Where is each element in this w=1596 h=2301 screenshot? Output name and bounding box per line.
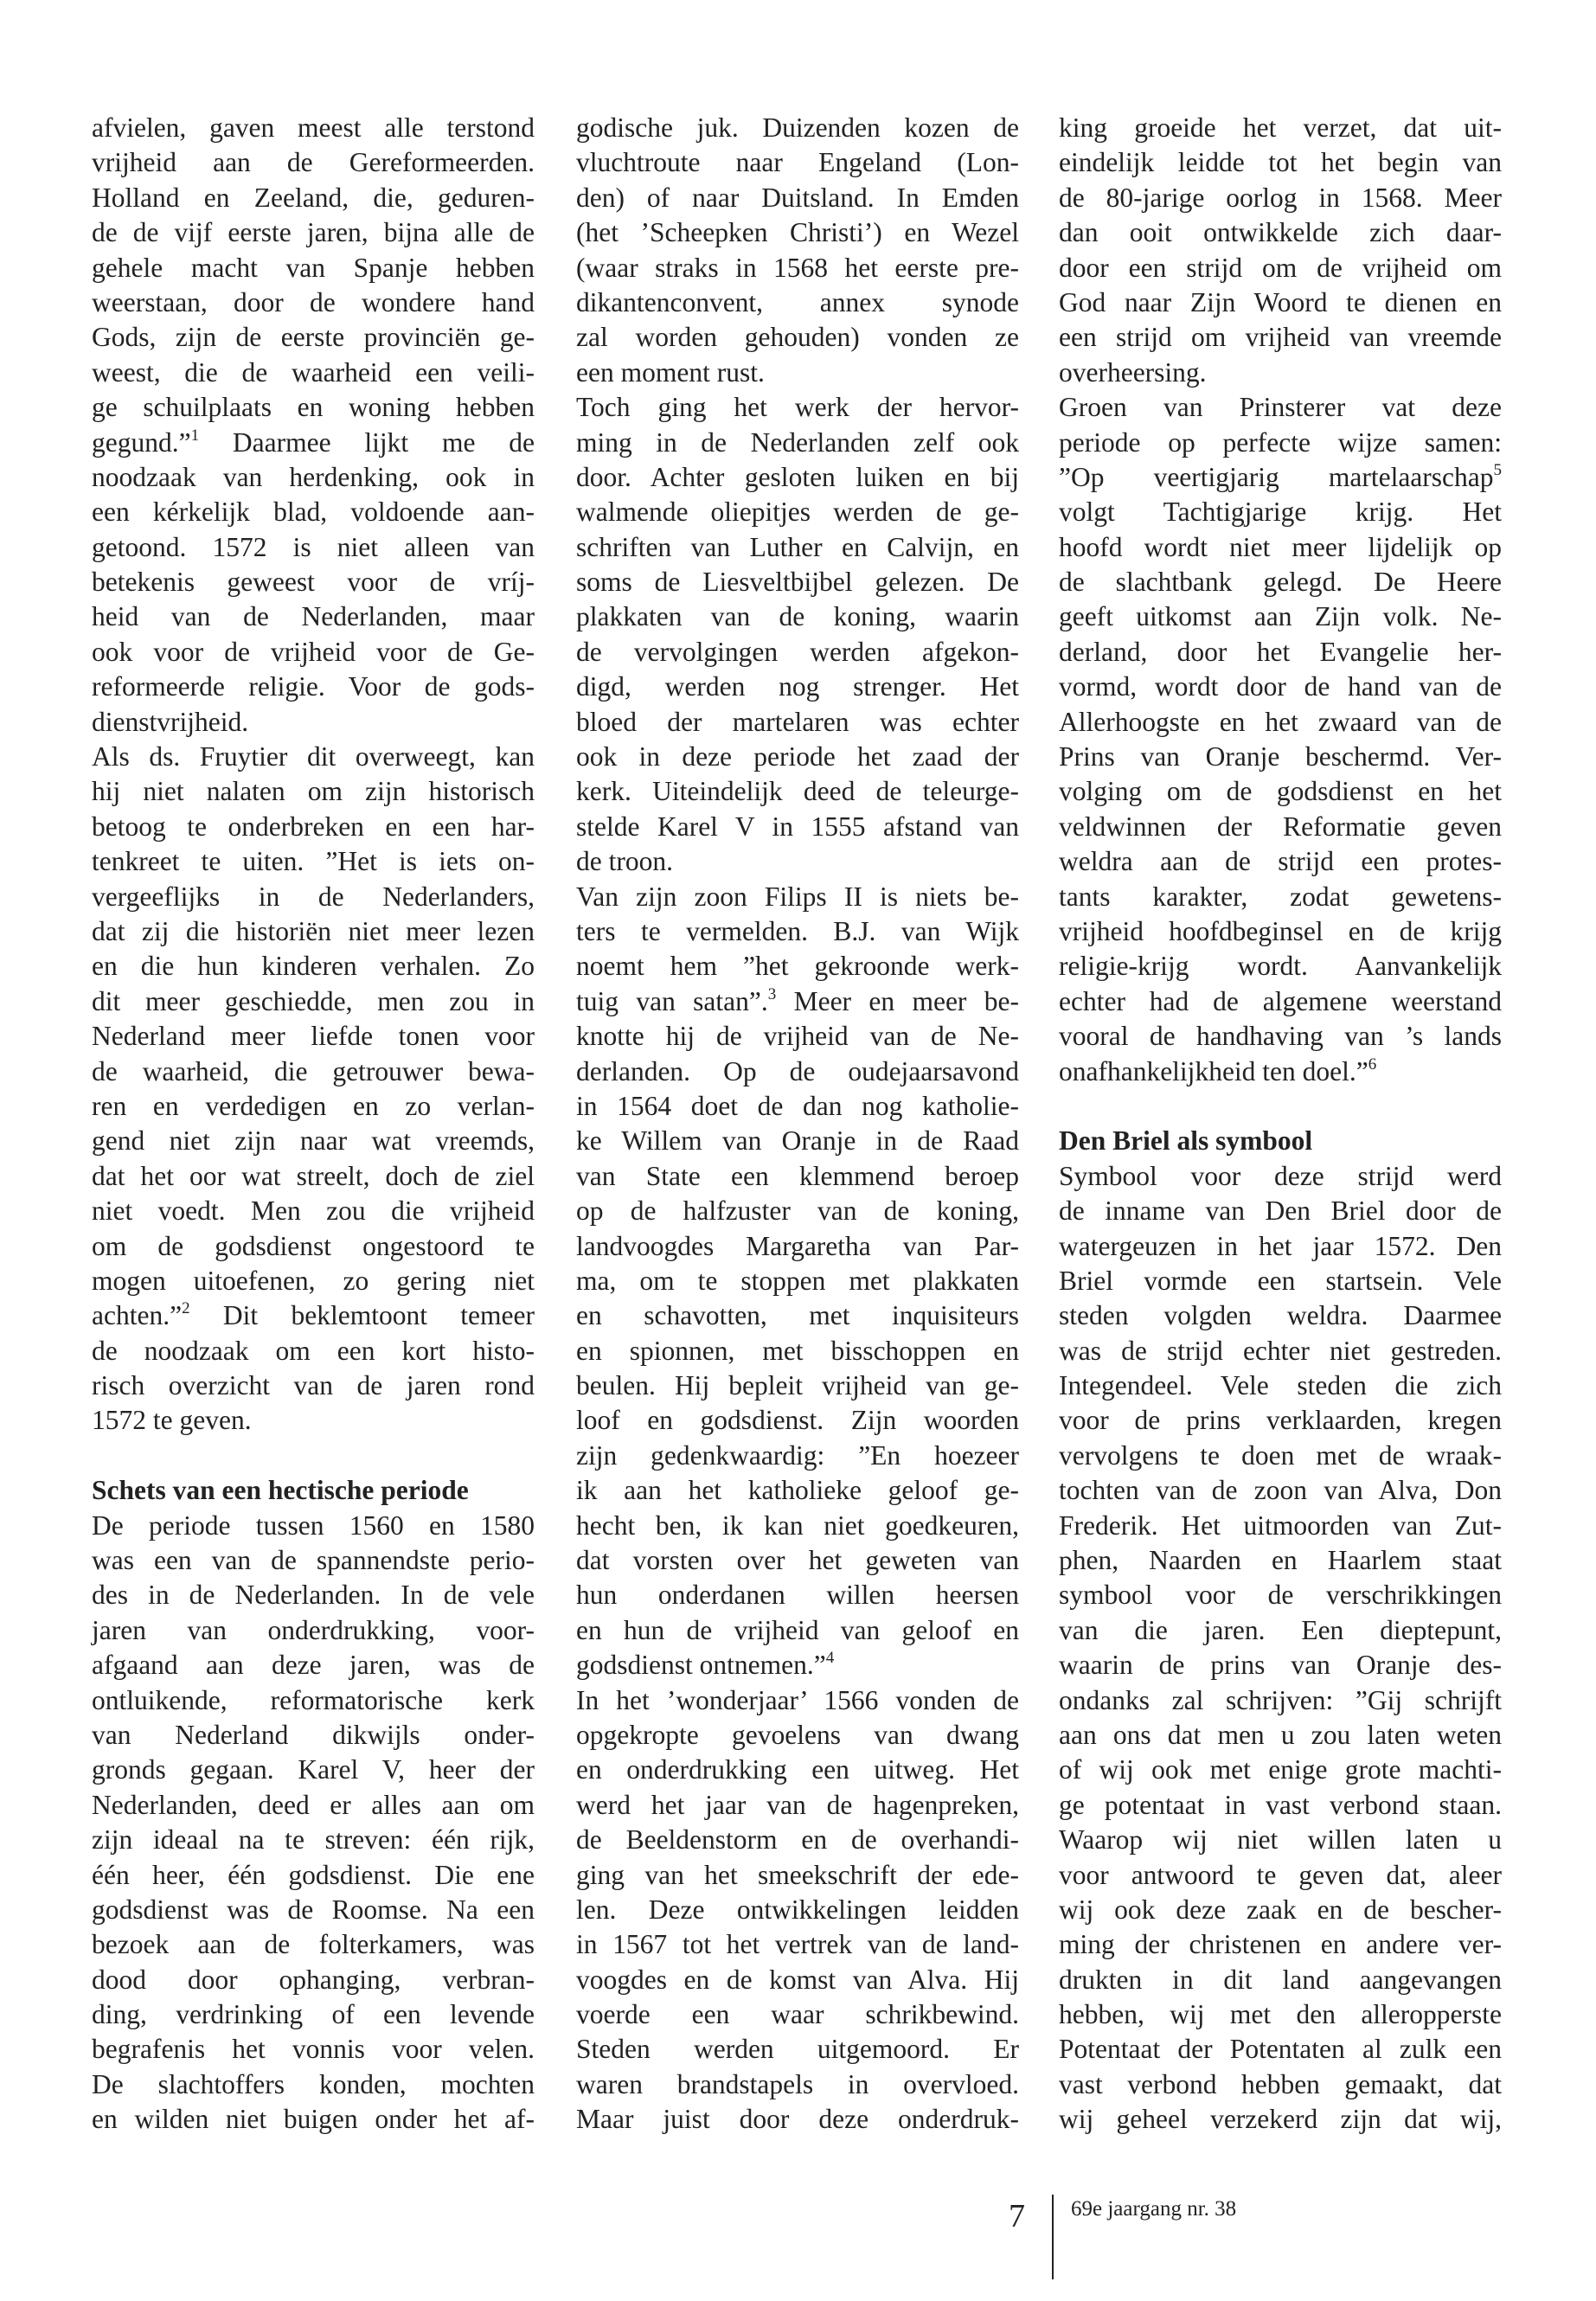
text-line: de slachtbank gelegd. De Heere bbox=[1059, 567, 1502, 598]
paragraph bbox=[1059, 111, 1502, 390]
text-line: derlanden. Op de oudejaarsavond bbox=[576, 1055, 1019, 1086]
text-line: waren brandstapels in overvloed. bbox=[576, 2068, 1019, 2099]
text-line: ontluikende, reformatorische kerk bbox=[92, 1684, 535, 1715]
text-line: betoog te onderbreken en een har- bbox=[92, 811, 535, 842]
text-line: (het ’Scheepken Christi’) en Wezel bbox=[576, 217, 1019, 248]
text-line: hoofd wordt niet meer lijdelijk op bbox=[1059, 531, 1502, 562]
text-line: weldra aan de strijd een protes- bbox=[1059, 846, 1502, 877]
text-line: echter had de algemene weerstand bbox=[1059, 985, 1502, 1016]
text-line: ik aan het katholieke geloof ge- bbox=[576, 1475, 1019, 1506]
text-line: God naar Zijn Woord te dienen en bbox=[1059, 286, 1502, 317]
text-line: en wilden niet buigen onder het af- bbox=[92, 2104, 535, 2135]
text-line: Frederik. Het uitmoorden van Zut- bbox=[1059, 1509, 1502, 1541]
text-line: wij ook deze zaak en de bescher- bbox=[1059, 1894, 1502, 1925]
footnote-ref: 4 bbox=[825, 1649, 835, 1668]
text-line: aan ons dat men u zou laten weten bbox=[1059, 1719, 1502, 1750]
text-line: dat vorsten over het geweten van bbox=[576, 1545, 1019, 1576]
text-line: volging om de godsdienst en het bbox=[1059, 776, 1502, 807]
text-line: loof en godsdienst. Zijn woorden bbox=[576, 1405, 1019, 1436]
text-line: dat het oor wat streelt, doch de ziel bbox=[92, 1160, 535, 1191]
text-line: volgt Tachtigjarige krijg. Het bbox=[1059, 497, 1502, 528]
text-line: en die hun kinderen verhalen. Zo bbox=[92, 951, 535, 982]
page-number: 7 bbox=[1009, 2198, 1025, 2234]
text-line: De periode tussen 1560 en 1580 bbox=[92, 1509, 535, 1541]
text-line: zijn ideaal na te streven: één rijk, bbox=[92, 1824, 535, 1856]
text-line: noemt hem ”het gekroonde werk- bbox=[576, 951, 1019, 982]
text-line: landvoogdes Margaretha van Par- bbox=[576, 1230, 1019, 1261]
text-line: phen, Naarden en Haarlem staat bbox=[1059, 1545, 1502, 1576]
text-line: Groen van Prinsterer vat deze bbox=[1059, 392, 1502, 423]
text-line: Integendeel. Vele steden die zich bbox=[1059, 1370, 1502, 1401]
text-line: steden volgden weldra. Daarmee bbox=[1059, 1300, 1502, 1331]
text-line: voerde een waar schrikbewind. bbox=[576, 1999, 1019, 2030]
text-line: hecht ben, ik kan niet goedkeuren, bbox=[576, 1509, 1019, 1541]
text-line: dood door ophanging, verbran- bbox=[92, 1964, 535, 1995]
text-line: 1572 te geven. bbox=[92, 1405, 252, 1436]
text-line: of wij ook met enige grote machti- bbox=[1059, 1754, 1502, 1785]
text-line: Symbool voor deze strijd werd bbox=[1059, 1160, 1502, 1191]
text-line: ma, om te stoppen met plakkaten bbox=[576, 1265, 1019, 1296]
text-line: niet voedt. Men zou die vrijheid bbox=[92, 1195, 535, 1227]
text-line: de waarheid, die getrouwer bewa- bbox=[92, 1055, 535, 1086]
text-line: kerk. Uiteindelijk deed de teleurge- bbox=[576, 776, 1019, 807]
text-line: betekenis geweest voor de vríj- bbox=[92, 567, 535, 598]
text-line: beulen. Hij bepleit vrijheid van ge- bbox=[576, 1370, 1019, 1401]
text-line: afvielen, gaven meest alle terstond bbox=[92, 112, 535, 143]
text-line: gend niet zijn naar wat vreemds, bbox=[92, 1125, 535, 1157]
text-line: dat zij die historiën niet meer lezen bbox=[92, 915, 535, 946]
text-line: weerstaan, door de wondere hand bbox=[92, 286, 535, 317]
text-line: Van zijn zoon Filips II is niets be- bbox=[576, 881, 1019, 912]
text-line: Potentaat der Potentaten al zulk een bbox=[1059, 2034, 1502, 2065]
text-line: en onderdrukking een uitweg. Het bbox=[576, 1754, 1019, 1785]
text-line: afgaand aan deze jaren, was de bbox=[92, 1650, 535, 1681]
text-line: zijn gedenkwaardig: ”En hoezeer bbox=[576, 1439, 1019, 1471]
text-line: derland, door het Evangelie her- bbox=[1059, 636, 1502, 667]
text-line: tochten van de zoon van Alva, Don bbox=[1059, 1475, 1502, 1506]
section-heading: Den Briel als symbool bbox=[1059, 1125, 1313, 1157]
text-line: godsdienst was de Roomse. Na een bbox=[92, 1894, 535, 1925]
text-line: periode op perfecte wijze samen: bbox=[1059, 426, 1502, 458]
text-line: ren en verdedigen en zo verlan- bbox=[92, 1090, 535, 1121]
text-line: dienstvrijheid. bbox=[92, 706, 249, 737]
text-line: ke Willem van Oranje in de Raad bbox=[576, 1125, 1019, 1157]
text-line: wij geheel verzekerd zijn dat wij, bbox=[1059, 2104, 1502, 2135]
text-line: (waar straks in 1568 het eerste pre- bbox=[576, 252, 1019, 283]
text-line: Maar juist door deze onderdruk- bbox=[576, 2104, 1019, 2135]
text-line: in 1564 doet de dan nog katholie- bbox=[576, 1090, 1019, 1121]
text-line: heid van de Nederlanden, maar bbox=[92, 601, 535, 632]
text-line: overheersing. bbox=[1059, 356, 1207, 388]
paragraph bbox=[576, 111, 1019, 390]
text-line: en hun de vrijheid van geloof en bbox=[576, 1614, 1019, 1645]
text-line: ging van het smeekschrift der ede- bbox=[576, 1859, 1019, 1890]
text-line: In het ’wonderjaar’ 1566 vonden de bbox=[576, 1684, 1019, 1715]
footnote-ref: 1 bbox=[190, 426, 200, 445]
paragraph bbox=[92, 1509, 535, 2138]
text-line: Gods, zijn de eerste provinciën ge- bbox=[92, 322, 535, 353]
text-line: hebben, wij met den alleropperste bbox=[1059, 1999, 1502, 2030]
text-line: onafhankelijkheid ten doel.”$^6$ bbox=[1059, 1054, 1377, 1086]
text-line: weest, die de waarheid een veili- bbox=[92, 356, 535, 388]
text-line: de de vijf eerste jaren, bijna alle de bbox=[92, 217, 535, 248]
text-line: en spionnen, met bisschoppen en bbox=[576, 1335, 1019, 1366]
text-line: werd het jaar van de hagenpreken, bbox=[576, 1789, 1019, 1820]
text-line: Holland en Zeeland, die, geduren- bbox=[92, 182, 535, 213]
text-line: godische juk. Duizenden kozen de bbox=[576, 112, 1019, 143]
text-line: zal worden gehouden) vonden ze bbox=[576, 322, 1019, 353]
text-line: Nederlanden, deed er alles aan om bbox=[92, 1789, 535, 1820]
paragraph bbox=[576, 390, 1019, 879]
text-line: bezoek aan de folterkamers, was bbox=[92, 1929, 535, 1960]
footer-divider bbox=[1052, 2195, 1054, 2279]
text-line: de inname van Den Briel door de bbox=[1059, 1195, 1502, 1227]
spacer bbox=[1059, 1089, 1502, 1124]
text-line: gegund.”$^1$ Daarmee lijkt me de bbox=[92, 426, 535, 458]
text-line: ook in deze periode het zaad der bbox=[576, 741, 1019, 772]
text-line: gronds gegaan. Karel V, heer der bbox=[92, 1754, 535, 1785]
footnote-ref: 2 bbox=[182, 1299, 190, 1318]
text-line: tants karakter, zodat gewetens- bbox=[1059, 881, 1502, 912]
text-line: vrijheid aan de Gereformeerden. bbox=[92, 147, 535, 178]
text-line: mogen uitoefenen, zo gering niet bbox=[92, 1265, 535, 1296]
text-line: getoond. 1572 is niet alleen van bbox=[92, 531, 535, 562]
issue-label: 69e jaargang nr. 38 bbox=[1071, 2197, 1237, 2221]
text-line: ondanks zal schrijven: ”Gij schrijft bbox=[1059, 1684, 1502, 1715]
text-line: om de godsdienst ongestoord te bbox=[92, 1230, 535, 1261]
text-line: Waarop wij niet willen laten u bbox=[1059, 1824, 1502, 1856]
text-line: dit meer geschiedde, men zou in bbox=[92, 985, 535, 1016]
text-line: walmende oliepitjes werden de ge- bbox=[576, 497, 1019, 528]
text-line: achten.”$^2$ Dit beklemtoont temeer bbox=[92, 1299, 535, 1331]
text-line: vrijheid hoofdbeginsel en de krijg bbox=[1059, 915, 1502, 946]
text-line: was een van de spannendste perio- bbox=[92, 1545, 535, 1576]
text-line: ook voor de vrijheid voor de Ge- bbox=[92, 636, 535, 667]
text-line: vooral de handhaving van ’s lands bbox=[1059, 1021, 1502, 1052]
text-line: in 1567 tot het vertrek van de land- bbox=[576, 1929, 1019, 1960]
text-line: Nederland meer liefde tonen voor bbox=[92, 1021, 535, 1052]
text-line: tenkreet te uiten. ”Het is iets on- bbox=[92, 846, 535, 877]
text-line: stelde Karel V in 1555 afstand van bbox=[576, 811, 1019, 842]
text-line: ding, verdrinking of een levende bbox=[92, 1999, 535, 2030]
text-line: de troon. bbox=[576, 846, 673, 877]
paragraph bbox=[1059, 390, 1502, 1089]
text-line: van die jaren. Een dieptepunt, bbox=[1059, 1614, 1502, 1645]
text-line: watergeuzen in het jaar 1572. Den bbox=[1059, 1230, 1502, 1261]
text-line: den) of naar Duitsland. In Emden bbox=[576, 182, 1019, 213]
text-line: bloed der martelaren was echter bbox=[576, 706, 1019, 737]
paragraph bbox=[576, 1683, 1019, 2138]
text-line: risch overzicht van de jaren rond bbox=[92, 1370, 535, 1401]
text-line: religie-krijg wordt. Aanvankelijk bbox=[1059, 951, 1502, 982]
text-line: was de strijd echter niet gestreden. bbox=[1059, 1335, 1502, 1366]
text-line: De slachtoffers konden, mochten bbox=[92, 2068, 535, 2099]
text-line: Toch ging het werk der hervor- bbox=[576, 392, 1019, 423]
text-line: vervolgens te doen met de wraak- bbox=[1059, 1439, 1502, 1471]
text-line: Als ds. Fruytier dit overweegt, kan bbox=[92, 741, 535, 772]
text-line: Steden werden uitgemoord. Er bbox=[576, 2034, 1019, 2065]
text-line: eindelijk leidde tot het begin van bbox=[1059, 147, 1502, 178]
text-line: begrafenis het vonnis voor velen. bbox=[92, 2034, 535, 2065]
text-line: voor antwoord te geven dat, aleer bbox=[1059, 1859, 1502, 1890]
text-line: voor de prins verklaarden, kregen bbox=[1059, 1405, 1502, 1436]
text-line: reformeerde religie. Voor de gods- bbox=[92, 671, 535, 702]
paragraph bbox=[1059, 1159, 1502, 2138]
text-line: Prins van Oranje beschermd. Ver- bbox=[1059, 741, 1502, 772]
paragraph bbox=[576, 880, 1019, 1683]
text-line: de 80-jarige oorlog in 1568. Meer bbox=[1059, 182, 1502, 213]
text-line: geeft uitkomst aan Zijn volk. Ne- bbox=[1059, 601, 1502, 632]
text-line: digd, werden nog strenger. Het bbox=[576, 671, 1019, 702]
text-line: soms de Liesveltbijbel gelezen. De bbox=[576, 567, 1019, 598]
text-line: ming der christenen en andere ver- bbox=[1059, 1929, 1502, 1960]
text-line: symbool voor de verschrikkingen bbox=[1059, 1580, 1502, 1611]
section-heading: Schets van een hectische periode bbox=[92, 1475, 469, 1506]
text-column-1 bbox=[92, 111, 535, 2138]
text-line: king groeide het verzet, dat uit- bbox=[1059, 112, 1502, 143]
text-line: godsdienst ontnemen.”$^4$ bbox=[576, 1649, 835, 1681]
text-column-3 bbox=[1059, 111, 1502, 2138]
text-line: door een strijd om de vrijheid om bbox=[1059, 252, 1502, 283]
paragraph bbox=[92, 740, 535, 1439]
text-line: op de halfzuster van de koning, bbox=[576, 1195, 1019, 1227]
text-line: knotte hij de vrijheid van de Ne- bbox=[576, 1021, 1019, 1052]
text-line: dikantenconvent, annex synode bbox=[576, 286, 1019, 317]
text-line: van State een klemmend beroep bbox=[576, 1160, 1019, 1191]
text-line: jaren van onderdrukking, voor- bbox=[92, 1614, 535, 1645]
spacer bbox=[92, 1439, 535, 1473]
text-line: des in de Nederlanden. In de vele bbox=[92, 1580, 535, 1611]
text-line: de vervolgingen werden afgekon- bbox=[576, 636, 1019, 667]
text-line: voogdes en de komst van Alva. Hij bbox=[576, 1964, 1019, 1995]
text-line: tuig van satan”.$^3$ Meer en meer be- bbox=[576, 984, 1019, 1016]
footnote-ref: 3 bbox=[767, 984, 777, 1003]
text-line: ge schuilplaats en woning hebben bbox=[92, 392, 535, 423]
text-line: vergeeflijks in de Nederlanders, bbox=[92, 881, 535, 912]
text-line: ming in de Nederlanden zelf ook bbox=[576, 426, 1019, 458]
text-line: ters te vermelden. B.J. van Wijk bbox=[576, 915, 1019, 946]
text-line: Allerhoogste en het zwaard van de bbox=[1059, 706, 1502, 737]
text-line: van Nederland dikwijls onder- bbox=[92, 1719, 535, 1750]
text-line: veldwinnen der Reformatie geven bbox=[1059, 811, 1502, 842]
text-line: de noodzaak om een kort histo- bbox=[92, 1335, 535, 1366]
text-line: een kérkelijk blad, voldoende aan- bbox=[92, 497, 535, 528]
footnote-ref: 6 bbox=[1368, 1054, 1377, 1074]
text-line: plakkaten van de koning, waarin bbox=[576, 601, 1019, 632]
text-line: len. Deze ontwikkelingen leidden bbox=[576, 1894, 1019, 1925]
text-line: ge potentaat in vast verbond staan. bbox=[1059, 1789, 1502, 1820]
text-line: en schavotten, met inquisiteurs bbox=[576, 1300, 1019, 1331]
footnote-ref: 5 bbox=[1493, 460, 1502, 479]
text-line: dan ooit ontwikkelde zich daar- bbox=[1059, 217, 1502, 248]
text-line: noodzaak van herdenking, ook in bbox=[92, 461, 535, 492]
text-line: hij niet nalaten om zijn historisch bbox=[92, 776, 535, 807]
text-line: een strijd om vrijheid van vreemde bbox=[1059, 322, 1502, 353]
paragraph bbox=[92, 111, 535, 740]
text-line: gehele macht van Spanje hebben bbox=[92, 252, 535, 283]
text-column-2 bbox=[576, 111, 1019, 2138]
text-line: vast verbond hebben gemaakt, dat bbox=[1059, 2068, 1502, 2099]
text-line: vormd, wordt door de hand van de bbox=[1059, 671, 1502, 702]
text-line: een moment rust. bbox=[576, 356, 765, 388]
text-line: de Beeldenstorm en de overhandi- bbox=[576, 1824, 1019, 1856]
text-line: waarin de prins van Oranje des- bbox=[1059, 1650, 1502, 1681]
text-line: schriften van Luther en Calvijn, en bbox=[576, 531, 1019, 562]
text-line: drukten in dit land aangevangen bbox=[1059, 1964, 1502, 1995]
text-line: vluchtroute naar Engeland (Lon- bbox=[576, 147, 1019, 178]
text-line: Briel vormde een startsein. Vele bbox=[1059, 1265, 1502, 1296]
text-line: door. Achter gesloten luiken en bij bbox=[576, 461, 1019, 492]
text-line: ”Op veertigjarig martelaarschap$^5$ bbox=[1059, 460, 1502, 492]
text-line: opgekropte gevoelens van dwang bbox=[576, 1719, 1019, 1750]
text-line: één heer, één godsdienst. Die ene bbox=[92, 1859, 535, 1890]
text-line: hun onderdanen willen heersen bbox=[576, 1580, 1019, 1611]
